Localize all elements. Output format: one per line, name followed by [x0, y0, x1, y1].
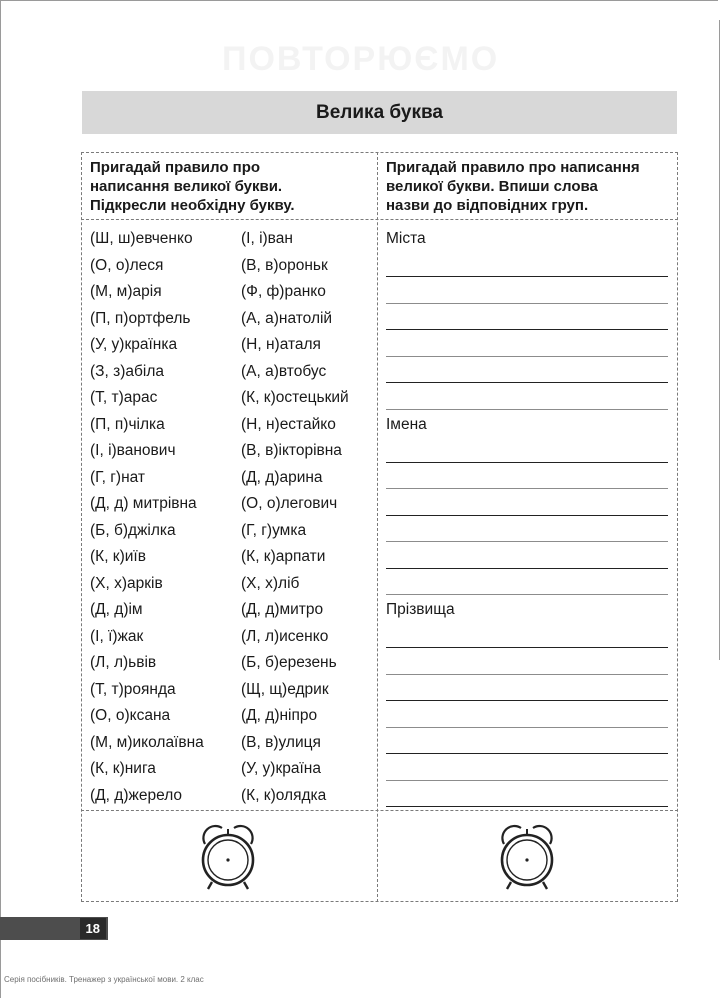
word-item: (О, о)легович	[241, 495, 338, 512]
word-item: (К, к)иїв	[90, 548, 146, 565]
word-item: (З, з)абіла	[90, 362, 165, 380]
word-item: (Б, б)ерезень	[241, 654, 337, 671]
word-item: (І, і)ванович	[90, 442, 176, 459]
word-item: (Щ, щ)едрик	[241, 680, 329, 698]
ghost-heading: ПОВТОРЮЄМО	[222, 40, 500, 78]
instruction-line: великої букви. Впиши слова	[386, 178, 598, 195]
page-title	[82, 91, 677, 134]
word-item: (Д, д)ім	[90, 601, 143, 618]
page-number-tab	[0, 917, 108, 940]
instruction-line: назви до відповідних груп.	[386, 197, 589, 214]
word-item: (Х, х)арків	[90, 574, 163, 592]
word-item: (У, у)країнка	[90, 336, 178, 353]
word-item: (Д, д)арина	[241, 468, 323, 486]
instruction-line: Підкресли необхідну букву.	[90, 197, 295, 214]
footer-divider	[81, 810, 678, 811]
writing-line[interactable]	[386, 491, 668, 518]
word-column-a	[90, 226, 204, 809]
writing-line[interactable]	[386, 544, 668, 571]
word-item: (Ф, ф)ранко	[241, 283, 326, 300]
writing-line[interactable]	[386, 677, 668, 704]
right-instructions	[386, 158, 671, 215]
word-item: (Т, т)роянда	[90, 680, 176, 698]
word-item: (О, о)ксана	[90, 707, 171, 724]
word-column-b	[241, 226, 349, 809]
word-item: (К, к)остецький	[241, 389, 349, 406]
word-item: (Д, д)жерело	[90, 786, 183, 804]
word-item: (А, а)втобус	[241, 362, 327, 380]
word-item: (В, в)ороньк	[241, 256, 328, 274]
writing-line[interactable]	[386, 650, 668, 677]
word-item: (Т, т)арас	[90, 389, 158, 406]
writing-line[interactable]	[386, 571, 668, 598]
word-item: (Д, д)ніпро	[241, 707, 318, 724]
word-item: (Г, г)нат	[90, 468, 146, 486]
word-item: (М, м)иколаївна	[90, 733, 204, 751]
word-item: (В, в)ікторівна	[241, 442, 342, 459]
word-item: (К, к)олядка	[241, 786, 327, 804]
page-number: 18	[80, 918, 106, 939]
word-item: (Н, н)естайко	[241, 415, 336, 433]
writing-line[interactable]	[386, 518, 668, 545]
word-item: (М, м)арія	[90, 283, 162, 300]
footer-text: Серія посібників. Тренажер з української мови. 2 клас	[4, 975, 204, 984]
page-title-text: Велика буква	[316, 101, 443, 123]
column-divider	[377, 152, 378, 902]
writing-line[interactable]	[386, 465, 668, 492]
header-divider	[81, 219, 678, 220]
word-item: (О, о)леся	[90, 256, 164, 274]
word-item: (К, к)арпати	[241, 548, 326, 565]
word-item: (І, ї)жак	[90, 627, 144, 645]
word-item: (І, і)ван	[241, 230, 293, 247]
writing-line[interactable]	[386, 783, 668, 810]
left-instructions	[90, 158, 370, 215]
word-item: (Ш, ш)евченко	[90, 230, 193, 247]
writing-line[interactable]	[386, 756, 668, 783]
writing-line[interactable]	[386, 438, 668, 465]
writing-line[interactable]	[386, 703, 668, 730]
word-item: (Б, б)джілка	[90, 521, 176, 539]
category-column	[386, 226, 668, 809]
writing-line[interactable]	[386, 730, 668, 757]
alarm-clock-icon	[497, 820, 557, 892]
category-label: Міста	[386, 230, 426, 247]
writing-line[interactable]	[386, 253, 668, 280]
alarm-clock-icon	[198, 820, 258, 892]
word-item: (Л, л)ьвів	[90, 654, 157, 671]
instruction-line: Пригадай правило про	[90, 159, 261, 176]
category-label: Імена	[386, 415, 427, 433]
writing-line[interactable]	[386, 279, 668, 306]
category-label: Прізвища	[386, 601, 455, 618]
writing-line[interactable]	[386, 385, 668, 412]
word-item: (Г, г)умка	[241, 521, 307, 539]
word-item: (В, в)улиця	[241, 733, 321, 751]
writing-line[interactable]	[386, 624, 668, 651]
word-item: (П, п)чілка	[90, 415, 165, 433]
word-item: (У, у)країна	[241, 760, 321, 777]
word-item: (Н, н)аталя	[241, 336, 321, 353]
instruction-line: Пригадай правило про написання	[386, 159, 640, 176]
writing-line[interactable]	[386, 332, 668, 359]
word-item: (К, к)нига	[90, 760, 156, 777]
writing-line[interactable]	[386, 306, 668, 333]
writing-line[interactable]	[386, 359, 668, 386]
word-item: (Л, л)исенко	[241, 627, 329, 645]
word-item: (Д, д) митрівна	[90, 495, 197, 512]
instruction-line: написання великої букви.	[90, 178, 283, 195]
word-item: (П, п)ортфель	[90, 309, 191, 327]
word-item: (Д, д)митро	[241, 601, 324, 618]
word-item: (Х, х)ліб	[241, 574, 300, 592]
word-item: (А, а)натолій	[241, 309, 333, 327]
